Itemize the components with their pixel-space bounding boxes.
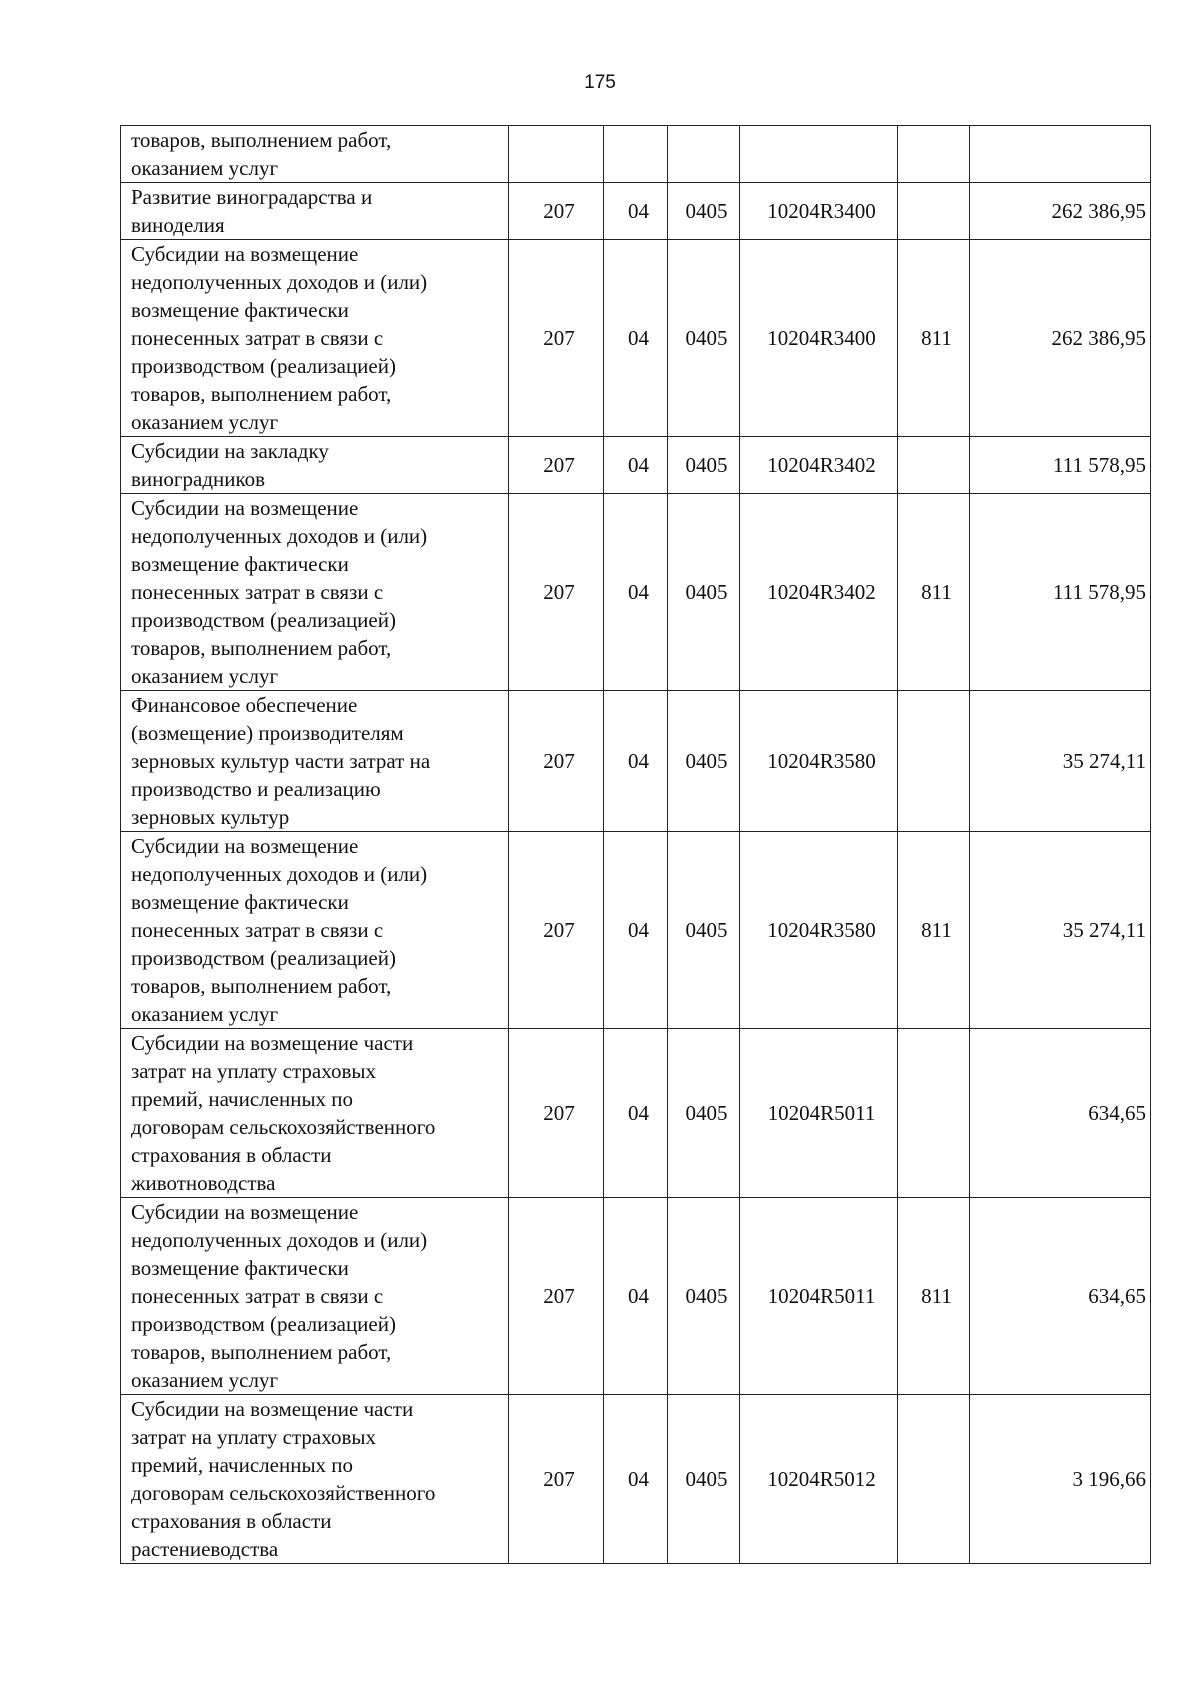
cell-expense-type [898,437,970,494]
cell-item-name [121,494,509,691]
cell-grbs-code-text: 207 [543,1284,575,1308]
cell-item-name [121,1029,509,1198]
table-row [121,1198,1151,1395]
cell-expense-type-text: 811 [921,580,952,604]
cell-expense-type [898,183,970,240]
cell-subsection-code [668,126,740,183]
cell-section-code [604,183,668,240]
cell-target-article [740,437,898,494]
cell-amount [970,240,1151,437]
cell-section-code-text: 04 [628,1284,649,1308]
cell-item-name-text: Субсидии на возмещение недополученных доходов и (или) возмещение фактически понесенных затрат в связи с производством (реализацией) товаров, выполнением работ, оказанием услуг [131,834,428,1026]
cell-expense-type-text: 811 [921,326,952,350]
cell-amount [970,437,1151,494]
cell-amount-text: 35 274,11 [1062,749,1146,773]
cell-subsection-code [668,183,740,240]
cell-target-article-text: 10204R3402 [767,580,876,604]
cell-subsection-code [668,832,740,1029]
cell-grbs-code [509,1395,604,1564]
cell-target-article-text: 10204R5011 [767,1284,876,1308]
cell-subsection-code [668,1395,740,1564]
cell-section-code-text: 04 [628,1467,649,1491]
cell-item-name [121,691,509,832]
cell-subsection-code-text: 0405 [685,326,728,350]
cell-grbs-code [509,183,604,240]
cell-section-code-text: 04 [628,918,649,942]
cell-expense-type-text: 811 [921,918,952,942]
cell-grbs-code-text: 207 [543,918,575,942]
cell-section-code [604,437,668,494]
cell-item-name-text: Субсидии на возмещение недополученных доходов и (или) возмещение фактически понесенных затрат в связи с производством (реализацией) товаров, выполнением работ, оказанием услуг [131,242,428,434]
cell-grbs-code-text: 207 [543,326,575,350]
cell-grbs-code [509,126,604,183]
table-row [121,437,1151,494]
cell-expense-type [898,1395,970,1564]
cell-subsection-code [668,494,740,691]
cell-amount-text: 111 578,95 [1053,580,1146,604]
cell-item-name [121,437,509,494]
table-row [121,183,1151,240]
cell-expense-type [898,1198,970,1395]
cell-target-article [740,1029,898,1198]
cell-item-name [121,183,509,240]
cell-amount [970,832,1151,1029]
cell-item-name-text: Субсидии на возмещение части затрат на уплату страховых премий, начисленных по договорам сельскохозяйственного страхования в области растениеводства [131,1397,436,1561]
cell-amount [970,1029,1151,1198]
cell-grbs-code [509,494,604,691]
cell-item-name [121,240,509,437]
cell-expense-type [898,691,970,832]
cell-grbs-code [509,1029,604,1198]
cell-target-article [740,494,898,691]
cell-target-article [740,1198,898,1395]
cell-target-article-text: 10204R5011 [767,1101,876,1125]
cell-item-name-text: товаров, выполнением работ, оказанием услуг [131,128,392,180]
cell-subsection-code-text: 0405 [685,199,728,223]
table-row [121,126,1151,183]
cell-item-name-text: Финансовое обеспечение (возмещение) производителям зерновых культур части затрат на производство и реализацию зерновых культур [131,693,431,829]
cell-target-article [740,691,898,832]
cell-amount [970,691,1151,832]
cell-grbs-code-text: 207 [543,749,575,773]
cell-section-code-text: 04 [628,326,649,350]
cell-expense-type [898,494,970,691]
cell-section-code-text: 04 [628,199,649,223]
cell-grbs-code-text: 207 [543,580,575,604]
cell-grbs-code [509,437,604,494]
cell-amount-text: 35 274,11 [1062,918,1146,942]
table-row [121,240,1151,437]
cell-amount-text: 3 196,66 [1072,1467,1146,1491]
table-row [121,494,1151,691]
cell-amount [970,183,1151,240]
cell-target-article [740,126,898,183]
cell-subsection-code-text: 0405 [685,580,728,604]
cell-target-article-text: 10204R3580 [767,749,876,773]
cell-grbs-code-text: 207 [543,453,575,477]
page-number: 175 [584,72,616,93]
cell-subsection-code [668,240,740,437]
cell-amount-text: 262 386,95 [1051,326,1146,350]
cell-item-name [121,1395,509,1564]
cell-item-name-text: Субсидии на возмещение части затрат на уплату страховых премий, начисленных по договорам сельскохозяйственного страхования в области животноводства [131,1031,436,1195]
cell-section-code [604,1198,668,1395]
cell-expense-type [898,832,970,1029]
cell-subsection-code-text: 0405 [685,1101,728,1125]
cell-item-name-text: Субсидии на закладку виноградников [131,439,329,491]
table-row [121,832,1151,1029]
cell-subsection-code [668,1198,740,1395]
cell-target-article [740,240,898,437]
cell-amount-text: 111 578,95 [1053,453,1146,477]
table-row [121,1029,1151,1198]
cell-grbs-code-text: 207 [543,1101,575,1125]
cell-item-name [121,126,509,183]
cell-subsection-code-text: 0405 [685,749,728,773]
cell-section-code [604,126,668,183]
cell-section-code [604,1395,668,1564]
cell-amount-text: 262 386,95 [1051,199,1146,223]
cell-grbs-code [509,691,604,832]
cell-item-name [121,1198,509,1395]
cell-grbs-code [509,832,604,1029]
budget-table [120,125,1151,1564]
cell-subsection-code-text: 0405 [685,1467,728,1491]
cell-subsection-code [668,1029,740,1198]
cell-section-code-text: 04 [628,580,649,604]
cell-amount [970,1395,1151,1564]
cell-section-code-text: 04 [628,1101,649,1125]
cell-target-article-text: 10204R3400 [767,326,876,350]
cell-grbs-code [509,240,604,437]
cell-section-code-text: 04 [628,453,649,477]
table-row [121,1395,1151,1564]
cell-subsection-code [668,691,740,832]
cell-item-name [121,832,509,1029]
cell-item-name-text: Развитие виноградарства и виноделия [131,185,373,237]
cell-expense-type [898,240,970,437]
cell-section-code [604,691,668,832]
cell-target-article-text: 10204R3402 [767,453,876,477]
cell-target-article-text: 10204R3580 [767,918,876,942]
cell-amount-text: 634,65 [1088,1284,1146,1308]
table-row [121,691,1151,832]
cell-section-code-text: 04 [628,749,649,773]
cell-expense-type-text: 811 [921,1284,952,1308]
cell-item-name-text: Субсидии на возмещение недополученных доходов и (или) возмещение фактически понесенных затрат в связи с производством (реализацией) товаров, выполнением работ, оказанием услуг [131,496,428,688]
cell-section-code [604,494,668,691]
cell-section-code [604,832,668,1029]
cell-section-code [604,240,668,437]
cell-amount-text: 634,65 [1088,1101,1146,1125]
cell-grbs-code [509,1198,604,1395]
cell-amount [970,494,1151,691]
cell-section-code [604,1029,668,1198]
cell-target-article [740,183,898,240]
cell-expense-type [898,1029,970,1198]
cell-target-article [740,1395,898,1564]
cell-subsection-code-text: 0405 [685,1284,728,1308]
cell-amount [970,1198,1151,1395]
cell-target-article-text: 10204R3400 [767,199,876,223]
cell-amount [970,126,1151,183]
cell-target-article-text: 10204R5012 [767,1467,876,1491]
cell-subsection-code-text: 0405 [685,918,728,942]
cell-grbs-code-text: 207 [543,1467,575,1491]
budget-table-body [121,126,1151,1564]
cell-item-name-text: Субсидии на возмещение недополученных доходов и (или) возмещение фактически понесенных затрат в связи с производством (реализацией) товаров, выполнением работ, оказанием услуг [131,1200,428,1392]
cell-expense-type [898,126,970,183]
cell-subsection-code-text: 0405 [685,453,728,477]
cell-subsection-code [668,437,740,494]
cell-grbs-code-text: 207 [543,199,575,223]
cell-target-article [740,832,898,1029]
